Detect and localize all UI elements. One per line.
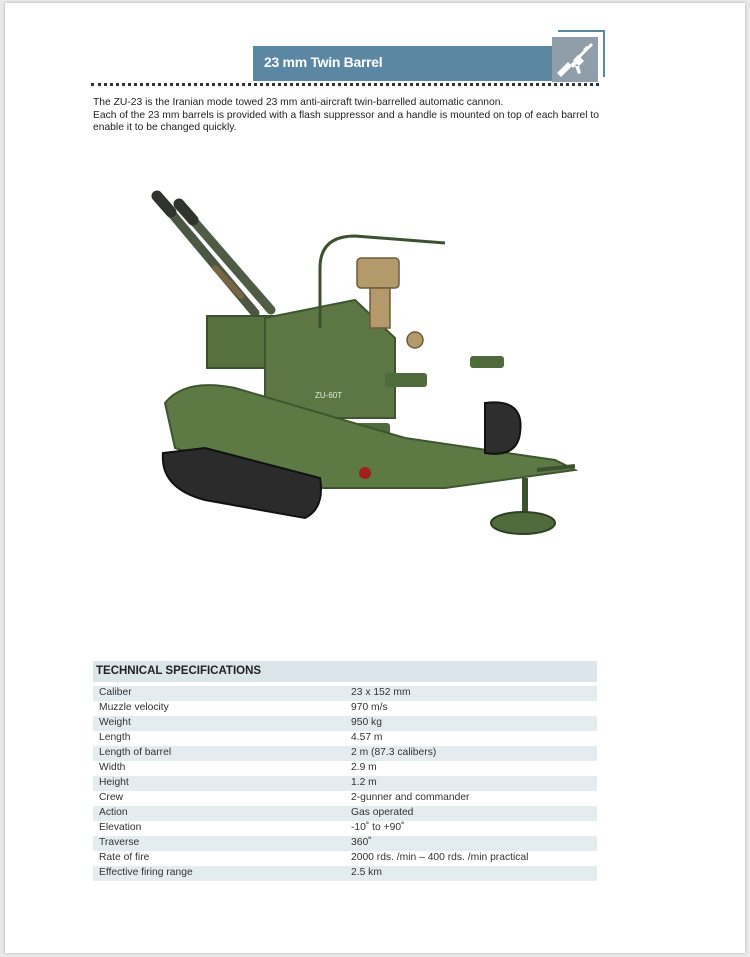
document-page [5, 3, 745, 953]
spec-value: Gas operated [351, 807, 414, 818]
spec-row-weight [93, 716, 597, 731]
barrels [157, 196, 271, 313]
dotted-divider [91, 83, 599, 86]
cannon-illustration [145, 188, 605, 548]
title-banner [253, 46, 555, 81]
spec-value: 970 m/s [351, 702, 388, 713]
spec-label: Width [99, 762, 126, 773]
spec-label: Traverse [99, 837, 140, 848]
spec-value: 2000 rds. /min – 400 rds. /min practical [351, 852, 529, 863]
rifle-icon [555, 40, 595, 79]
spec-row-crew [93, 791, 597, 806]
specs-table [93, 686, 597, 881]
spec-row-rate-of-fire [93, 851, 597, 866]
spec-label: Length [99, 732, 131, 743]
spec-label: Rate of fire [99, 852, 150, 863]
description-line-1: The ZU-23 is the Iranian mode towed 23 mm anti-aircraft twin-barrelled automatic cannon. [93, 97, 504, 108]
page-title: 23 mm Twin Barrel [264, 54, 383, 70]
spec-value: 360˚ [351, 837, 372, 848]
spec-row-muzzle-velocity [93, 701, 597, 716]
spec-label: Caliber [99, 687, 132, 698]
description-line-2: Each of the 23 mm barrels is provided with a flash suppressor and a handle is mounted on top of each barrel to enable it to be changed quickly. [93, 109, 599, 133]
spec-value: 1.2 m [351, 777, 377, 788]
jack-pad [491, 512, 555, 534]
rifle-icon-box [552, 37, 598, 82]
spec-label: Height [99, 777, 129, 788]
spec-row-length [93, 731, 597, 746]
spec-row-height [93, 776, 597, 791]
tail-light [359, 467, 371, 479]
spec-value: 2-gunner and commander [351, 792, 470, 803]
spec-label: Elevation [99, 822, 142, 833]
description [93, 97, 613, 135]
spec-value: 2.5 km [351, 867, 382, 878]
specs-heading: TECHNICAL SPECIFICATIONS [96, 665, 262, 677]
spec-row-effective-firing-range [93, 866, 597, 881]
spec-value: 4.57 m [351, 732, 383, 743]
specs-header [93, 661, 597, 682]
spec-row-action [93, 806, 597, 821]
seat-2 [470, 356, 504, 368]
wheel-right [485, 402, 521, 453]
spec-row-length-of-barrel [93, 746, 597, 761]
spec-value: 23 x 152 mm [351, 687, 411, 698]
spec-label: Crew [99, 792, 124, 803]
spec-row-traverse [93, 836, 597, 851]
hull-marking: ZU-60T [315, 391, 343, 400]
spec-label: Action [99, 807, 128, 818]
spec-label: Weight [99, 717, 131, 728]
spec-value: -10˚ to +90˚ [351, 822, 405, 833]
spec-row-elevation [93, 821, 597, 836]
spec-value: 2 m (87.3 calibers) [351, 747, 437, 758]
spec-value: 950 kg [351, 717, 382, 728]
seat-1 [385, 373, 427, 387]
spec-label: Effective firing range [99, 867, 193, 878]
spec-value: 2.9 m [351, 762, 377, 773]
spec-row-width [93, 761, 597, 776]
spec-label: Muzzle velocity [99, 702, 169, 713]
spec-label: Length of barrel [99, 747, 172, 758]
spec-row-caliber [93, 686, 597, 701]
